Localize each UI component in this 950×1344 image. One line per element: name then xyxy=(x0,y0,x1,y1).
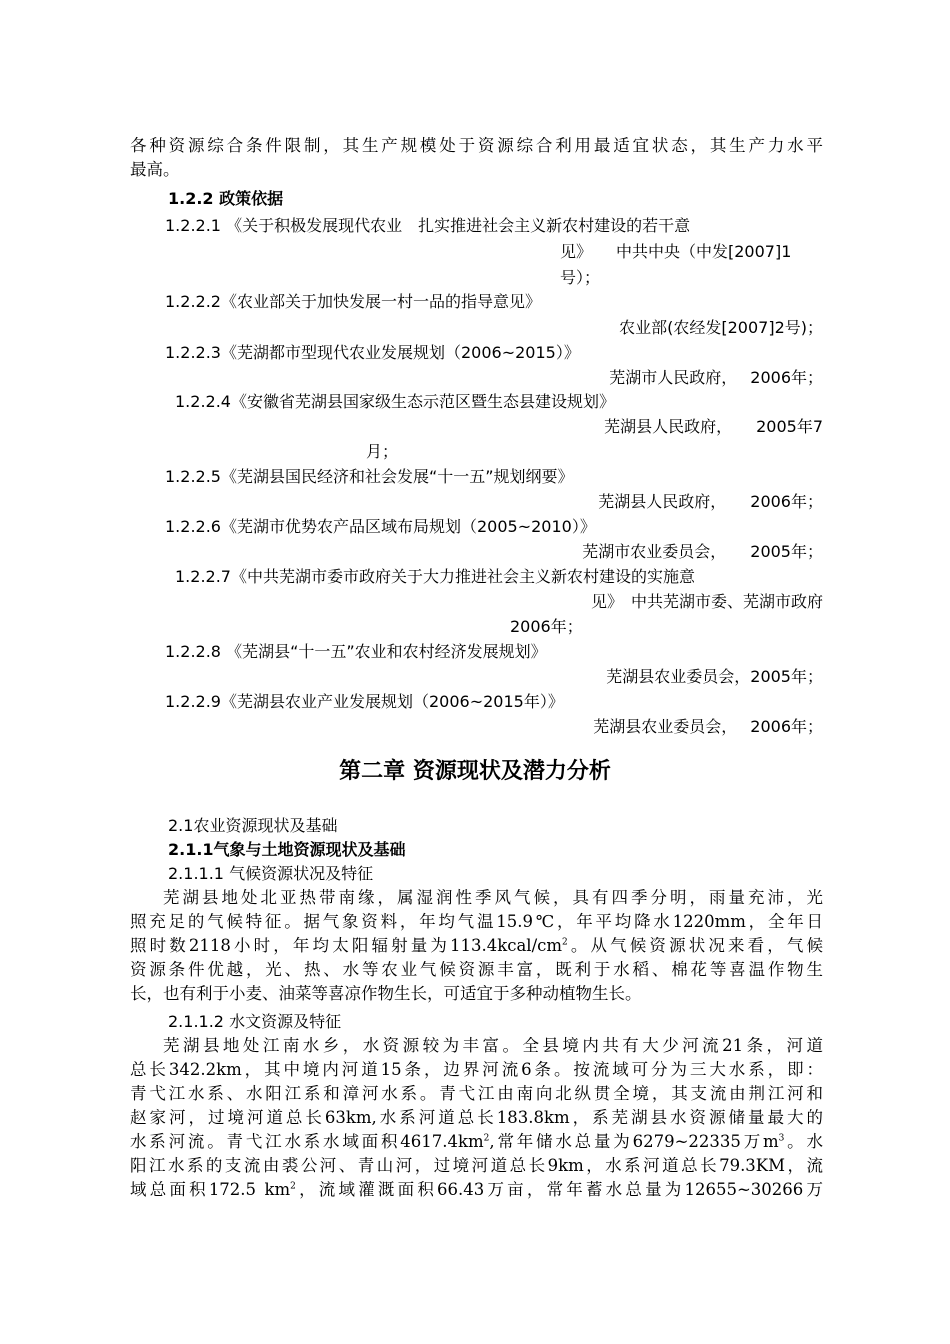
paragraph-line: 总长342.2km，其中境内河道15条，边界河流6条。按流域可分为三大水系，即： xyxy=(130,1060,823,1079)
paragraph-line: 芜湖县地处江南水乡，水资源较为丰富。全县境内共有大少河流21条，河道 xyxy=(163,1036,823,1055)
section-heading-1-2-2: 1.2.2 政策依据 xyxy=(168,189,284,208)
ref-issuer: 农业部(农经发[2007]2号)； xyxy=(619,318,823,337)
ref-title: 1.2.2.5《芜湖县国民经济和社会发展“十一五”规划纲要》 xyxy=(165,467,574,486)
paragraph-line: 水系河流。青弋江水系水域面积$4617.4km^2$,常年储水总量为6279~22335万$m^3$。水 xyxy=(130,1132,823,1151)
paragraph-line: 长，也有利于小麦、油菜等喜凉作物生长，可适宜于多种动植物生长。 xyxy=(130,984,642,1003)
section-heading-2-1-1: 2.1.1气象与土地资源现状及基础 xyxy=(168,840,406,859)
ref-issuer-cont: 月； xyxy=(366,442,399,461)
ref-issuer: 见》 中共中央（中发[2007]1 xyxy=(560,242,792,261)
paragraph-line: 资源条件优越，光、热、水等农业气候资源丰富，既利于水稻、棉花等喜温作物生 xyxy=(130,960,823,979)
intro-line-2: 最高。 xyxy=(130,160,180,179)
ref-title: 1.2.2.1 《关于积极发展现代农业 扎实推进社会主义新农村建设的若干意 xyxy=(165,216,691,235)
paragraph-line: 赵家河，过境河道总长63km,水系河道总长183.8km，系芜湖县水资源储量最大的 xyxy=(130,1108,823,1127)
ref-issuer-cont: 号）； xyxy=(560,268,601,287)
paragraph-line: 域总面积172.5 $km^2$，流域灌溉面积66.43万亩，常年蓄水总量为12655~30266万 xyxy=(130,1180,823,1199)
ref-title: 1.2.2.4《安徽省芜湖县国家级生态示范区暨生态县建设规划》 xyxy=(175,392,615,411)
ref-issuer: 芜湖市农业委员会， 2005年； xyxy=(582,542,823,561)
paragraph-line: 照充足的气候特征。据气象资料，年均气温15.9℃，年平均降水1220mm，全年日 xyxy=(130,912,823,931)
ref-title: 1.2.2.6《芜湖市优势农产品区域布局规划（2005~2010）》 xyxy=(165,517,596,536)
ref-issuer: 芜湖县人民政府， 2005年7 xyxy=(604,417,823,436)
ref-title: 1.2.2.8 《芜湖县“十一五”农业和农村经济发展规划》 xyxy=(165,642,547,661)
ref-title: 1.2.2.2《农业部关于加快发展一村一品的指导意见》 xyxy=(165,292,541,311)
section-heading-2-1: 2.1农业资源现状及基础 xyxy=(168,816,338,835)
ref-issuer: 芜湖县农业委员会， 2006年； xyxy=(593,717,823,736)
ref-title: 1.2.2.9《芜湖县农业产业发展规划（2006~2015年）》 xyxy=(165,692,564,711)
paragraph-line: 照时数2118小时，年均太阳辐射量为$113.4kcal/cm^2$。从气候资源状况来看，气候 xyxy=(130,936,823,955)
intro-line-1: 各种资源综合条件限制，其生产规模处于资源综合利用最适宜状态，其生产力水平 xyxy=(130,136,823,155)
ref-title: 1.2.2.3《芜湖都市型现代农业发展规划（2006~2015）》 xyxy=(165,343,580,362)
paragraph-line: 芜湖县地处北亚热带南缘，属湿润性季风气候，具有四季分明，雨量充沛，光 xyxy=(163,888,823,907)
ref-issuer: 见》 中共芜湖市委、芜湖市政府 xyxy=(590,592,823,611)
ref-issuer: 芜湖市人民政府， 2006年； xyxy=(609,368,823,387)
subsection-heading-climate: 2.1.1.1 气候资源状况及特征 xyxy=(168,864,374,883)
ref-issuer: 芜湖县人民政府， 2006年； xyxy=(598,492,823,511)
ref-title: 1.2.2.7《中共芜湖市委市政府关于大力推进社会主义新农村建设的实施意 xyxy=(175,567,695,586)
ref-issuer-cont: 2006年； xyxy=(510,617,583,636)
ref-issuer: 芜湖县农业委员会，2005年； xyxy=(606,667,823,686)
chapter-title: 第二章 资源现状及潜力分析 xyxy=(339,759,611,784)
paragraph-line: 阳江水系的支流由裘公河、青山河，过境河道总长9km，水系河道总长79.3KM，流 xyxy=(130,1156,823,1175)
subsection-heading-hydrology: 2.1.1.2 水文资源及特征 xyxy=(168,1012,342,1031)
paragraph-line: 青弋江水系、水阳江系和漳河水系。青弋江由南向北纵贯全境，其支流由荆江河和 xyxy=(130,1084,823,1103)
